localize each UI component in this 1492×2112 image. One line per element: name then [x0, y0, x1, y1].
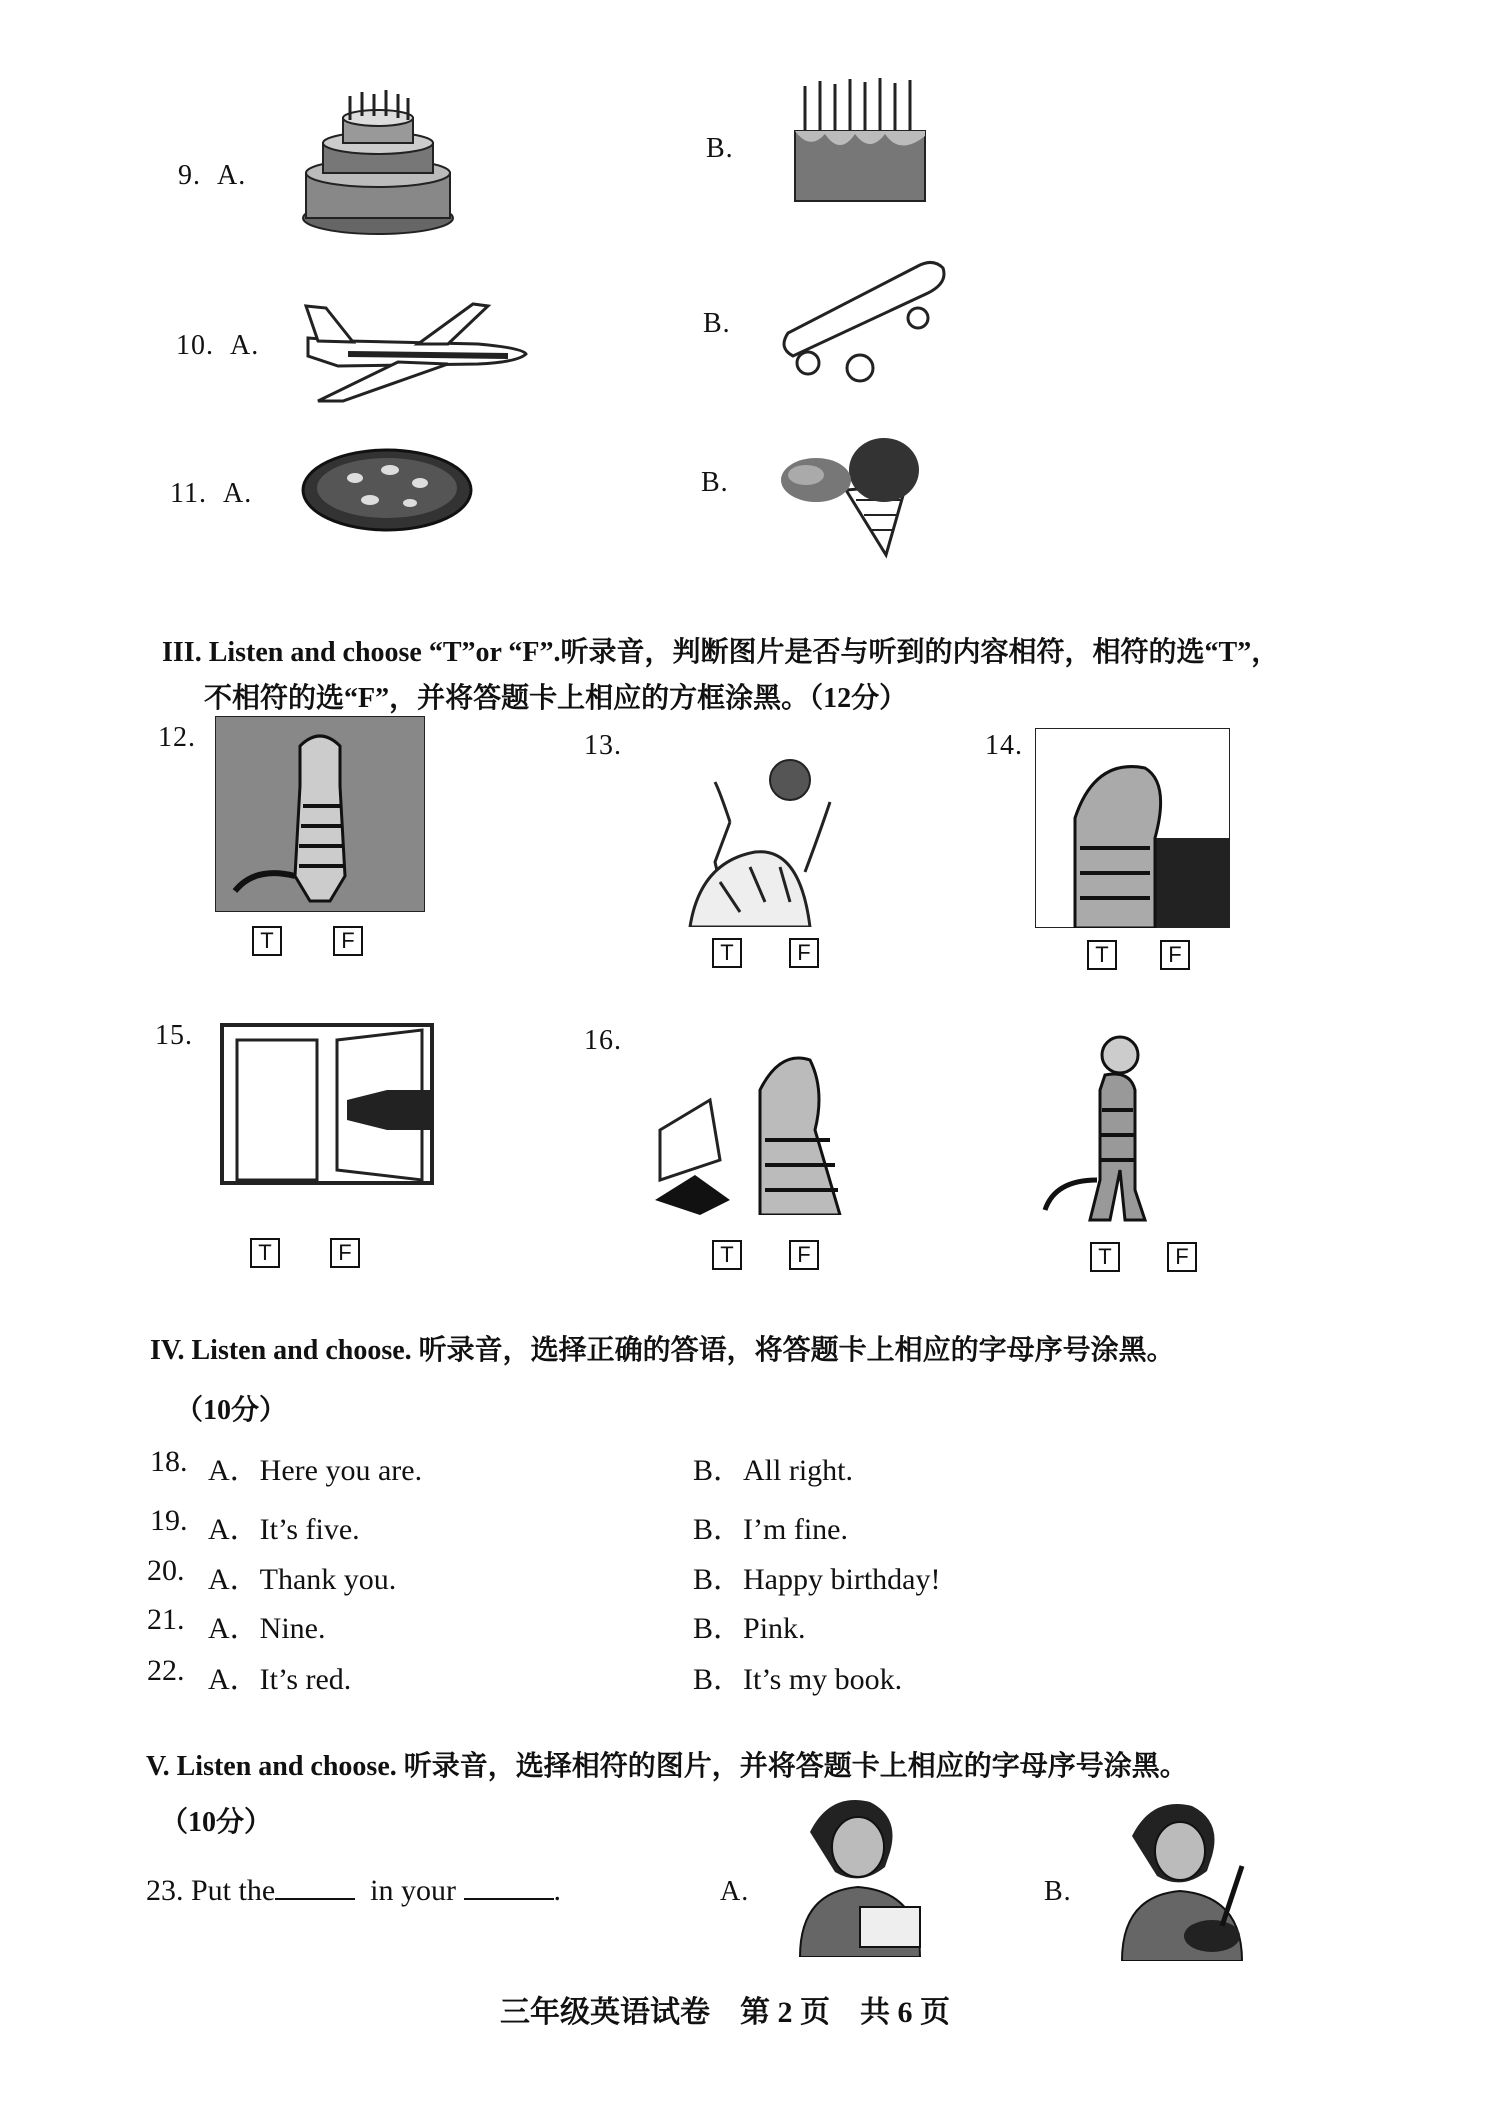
tiger-computer-picture	[640, 1030, 855, 1215]
q22-option-a: A．It’s red.	[208, 1663, 352, 1696]
q15-number: 15.	[155, 1020, 193, 1051]
pizza-icon	[300, 448, 475, 533]
q16-true-box[interactable]: T	[712, 1240, 742, 1270]
q15-true-box[interactable]: T	[250, 1238, 280, 1268]
q19-option-b: B．I’m fine.	[693, 1513, 848, 1546]
q20-option-b: B．Happy birthday!	[693, 1563, 941, 1596]
q19-option-a: A．It’s five.	[208, 1513, 360, 1546]
q23-blank-2[interactable]	[464, 1898, 554, 1900]
q22-option-b: B．It’s my book.	[693, 1663, 903, 1696]
q23-sentence: 23. Put the in your .	[146, 1874, 561, 1907]
q22-number: 22.	[147, 1654, 185, 1687]
part4-score: （10分）	[175, 1395, 288, 1426]
q21-option-b: B．Pink.	[693, 1612, 806, 1645]
part4-heading: IV. Listen and choose. 听录音，选择正确的答语，将答题卡上相应的字母序号涂黑。	[150, 1335, 1175, 1366]
part3-heading-line1: III. Listen and choose “T”or “F”.听录音，判断图片是否与听到的内容相符，相符的选“T”，	[162, 637, 1280, 668]
q9-number: 9. A.	[178, 160, 247, 191]
q17-true-box[interactable]: T	[1090, 1242, 1120, 1272]
q12-false-box[interactable]: F	[333, 926, 363, 956]
tiger-ball-picture	[660, 752, 860, 927]
q11-option-b: B.	[701, 467, 729, 498]
q21-option-a: A．Nine.	[208, 1612, 326, 1645]
girl-putting-book-picture	[770, 1792, 945, 1957]
tiger-standing-picture	[215, 716, 425, 912]
q12-number: 12.	[158, 722, 196, 753]
q18-option-b: B．All right.	[693, 1454, 854, 1487]
q19-number: 19.	[150, 1504, 188, 1537]
q13-false-box[interactable]: F	[789, 938, 819, 968]
q23-blank-1[interactable]	[275, 1898, 355, 1900]
q18-option-a: A．Here you are.	[208, 1454, 423, 1487]
q23-option-b: B.	[1044, 1876, 1072, 1907]
q14-true-box[interactable]: T	[1087, 940, 1117, 970]
q14-number: 14.	[985, 730, 1023, 761]
q11-number: 11. A.	[170, 478, 253, 509]
q20-option-a: A．Thank you.	[208, 1563, 397, 1596]
page-footer: 三年级英语试卷 第 2 页 共 6 页	[500, 1996, 950, 2029]
skateboard-icon	[778, 258, 958, 388]
airplane-icon	[298, 296, 528, 406]
q13-true-box[interactable]: T	[712, 938, 742, 968]
q10-number: 10. A.	[176, 330, 260, 361]
birthday-cake-icon	[298, 88, 458, 238]
q16-false-box[interactable]: F	[789, 1240, 819, 1270]
q10-option-b: B.	[703, 308, 731, 339]
tiger-walking-picture	[1035, 1030, 1170, 1230]
q15-false-box[interactable]: F	[330, 1238, 360, 1268]
ice-cream-icon	[776, 430, 931, 560]
tiger-on-phone-picture	[1035, 728, 1230, 928]
q21-number: 21.	[147, 1603, 185, 1636]
door-picture	[212, 1020, 442, 1188]
part3-heading-line2: 不相符的选“F”，并将答题卡上相应的方框涂黑。（12分）	[204, 683, 908, 714]
q20-number: 20.	[147, 1554, 185, 1587]
q9-option-b: B.	[706, 133, 734, 164]
candle-cake-icon	[790, 76, 930, 206]
q16-number: 16.	[584, 1025, 622, 1056]
q23-option-a: A.	[720, 1876, 750, 1907]
q18-number: 18.	[150, 1445, 188, 1478]
q13-number: 13.	[584, 730, 622, 761]
part5-score: （10分）	[160, 1807, 273, 1838]
q14-false-box[interactable]: F	[1160, 940, 1190, 970]
q12-true-box[interactable]: T	[252, 926, 282, 956]
part5-heading: V. Listen and choose. 听录音，选择相符的图片，并将答题卡上相应的字母序号涂黑。	[146, 1751, 1188, 1782]
q17-false-box[interactable]: F	[1167, 1242, 1197, 1272]
girl-putting-pencil-picture	[1102, 1796, 1262, 1961]
